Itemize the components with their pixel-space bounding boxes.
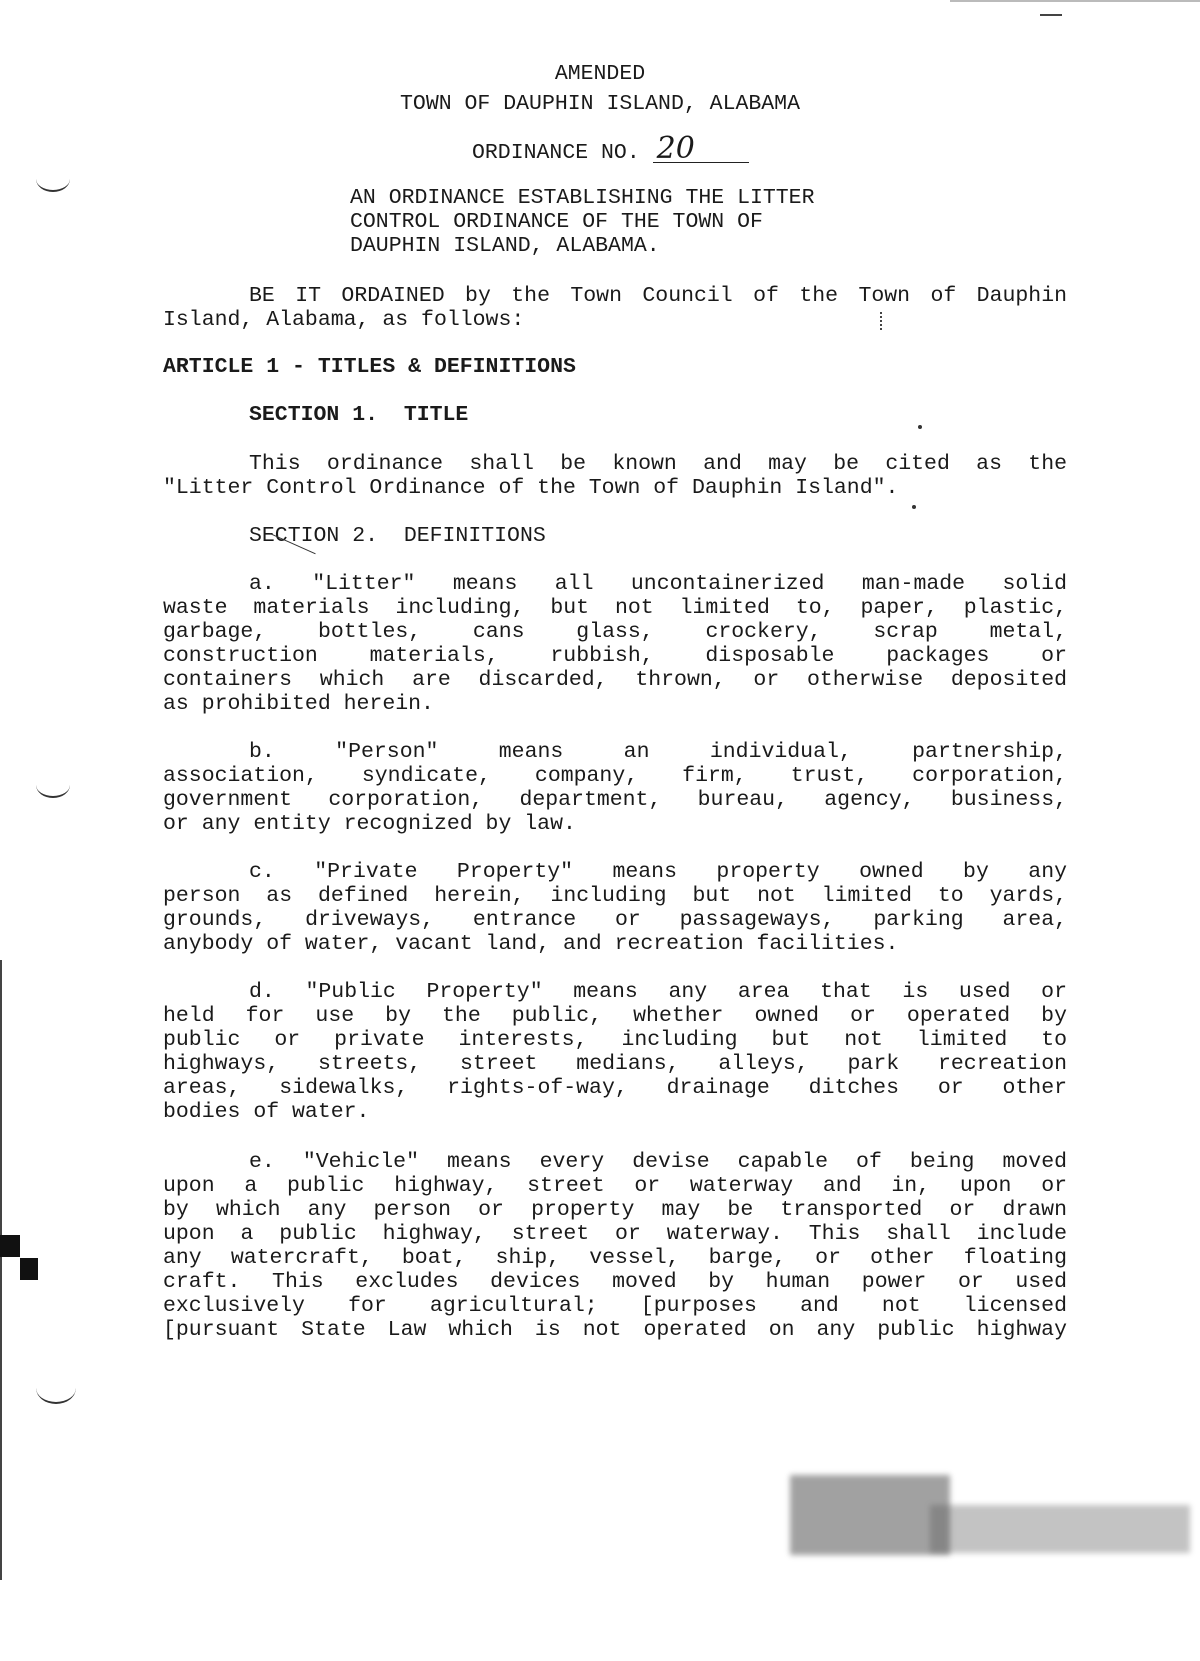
def-e-line: exclusively for agricultural; [purposes and not licensed bbox=[163, 1294, 1067, 1318]
def-a-line: garbage, bottles, cans glass, crockery, scrap metal, bbox=[163, 620, 1067, 644]
def-e-line: [pursuant State Law which is not operated on any public highway bbox=[163, 1318, 1067, 1342]
ordinance-number: 20 bbox=[653, 136, 749, 163]
preamble-line-2: Island, Alabama, as follows: bbox=[163, 308, 525, 332]
binder-hole-mark bbox=[36, 772, 70, 798]
def-b-line: b. "Person" means an individual, partnership, bbox=[249, 740, 1067, 764]
def-a-line: construction materials, rubbish, disposable packages or bbox=[163, 644, 1067, 668]
scan-smudge bbox=[790, 1475, 950, 1555]
def-c-line: grounds, driveways, entrance or passageways, parking area, bbox=[163, 908, 1067, 932]
scan-smudge bbox=[930, 1505, 1190, 1553]
def-d-line: highways, streets, street medians, alleys, park recreation bbox=[163, 1052, 1067, 1076]
scan-block-mark bbox=[20, 1258, 38, 1280]
section-2-title: SECTION 2. DEFINITIONS bbox=[249, 524, 546, 548]
def-d-line: held for use by the public, whether owned or operated by bbox=[163, 1004, 1067, 1028]
def-e-line: upon a public highway, street or waterway. This shall include bbox=[163, 1222, 1067, 1246]
def-e-line: by which any person or property may be transported or drawn bbox=[163, 1198, 1067, 1222]
def-d-line: bodies of water. bbox=[163, 1100, 370, 1124]
amended-heading: AMENDED bbox=[554, 62, 646, 86]
def-c-line: anybody of water, vacant land, and recreation facilities. bbox=[163, 932, 899, 956]
def-b-line: government corporation, department, bureau, agency, business, bbox=[163, 788, 1067, 812]
def-a-line: containers which are discarded, thrown, or otherwise deposited bbox=[163, 668, 1067, 692]
binder-hole-mark bbox=[36, 1372, 76, 1404]
subject-line-3: DAUPHIN ISLAND, ALABAMA. bbox=[350, 234, 660, 258]
scan-block-mark bbox=[0, 1235, 20, 1257]
def-a-line: as prohibited herein. bbox=[163, 692, 434, 716]
article-title: ARTICLE 1 - TITLES & DEFINITIONS bbox=[163, 355, 576, 379]
def-a-line: waste materials including, but not limited to, paper, plastic, bbox=[163, 596, 1067, 620]
def-e-line: any watercraft, boat, ship, vessel, barge, or other floating bbox=[163, 1246, 1067, 1270]
def-d-line: public or private interests, including but not limited to bbox=[163, 1028, 1067, 1052]
section-1-line-2: "Litter Control Ordinance of the Town of Dauphin Island". bbox=[163, 476, 899, 500]
ordinance-label: ORDINANCE NO. bbox=[472, 141, 640, 165]
scan-top-edge bbox=[950, 0, 1200, 2]
preamble-line-1: BE IT ORDAINED by the Town Council of the Town of Dauphin bbox=[249, 284, 1067, 308]
scan-dot-mark bbox=[880, 312, 885, 330]
def-b-line: or any entity recognized by law. bbox=[163, 812, 576, 836]
def-d-line: areas, sidewalks, rights-of-way, drainage ditches or other bbox=[163, 1076, 1067, 1100]
section-1-line-1: This ordinance shall be known and may be cited as the bbox=[249, 452, 1067, 476]
def-e-line: e. "Vehicle" means every devise capable of being moved bbox=[249, 1150, 1067, 1174]
section-1-title: SECTION 1. TITLE bbox=[249, 403, 469, 427]
def-e-line: craft. This excludes devices moved by human power or used bbox=[163, 1270, 1067, 1294]
def-b-line: association, syndicate, company, firm, trust, corporation, bbox=[163, 764, 1067, 788]
def-d-line: d. "Public Property" means any area that is used or bbox=[249, 980, 1067, 1004]
scan-dash-mark bbox=[1040, 14, 1062, 16]
scan-edge-line bbox=[0, 960, 2, 1580]
def-c-line: person as defined herein, including but not limited to yards, bbox=[163, 884, 1067, 908]
scan-dot-mark bbox=[918, 425, 922, 429]
def-e-line: upon a public highway, street or waterway and in, upon or bbox=[163, 1174, 1067, 1198]
def-a-line: a. "Litter" means all uncontainerized man-made solid bbox=[249, 572, 1067, 596]
town-heading: TOWN OF DAUPHIN ISLAND, ALABAMA bbox=[400, 92, 800, 116]
subject-line-1: AN ORDINANCE ESTABLISHING THE LITTER bbox=[350, 186, 815, 210]
binder-hole-mark bbox=[36, 166, 70, 192]
scan-dot-mark bbox=[912, 505, 916, 509]
subject-line-2: CONTROL ORDINANCE OF THE TOWN OF bbox=[350, 210, 763, 234]
ordinance-number-line bbox=[472, 131, 749, 166]
def-c-line: c. "Private Property" means property owned by any bbox=[249, 860, 1067, 884]
